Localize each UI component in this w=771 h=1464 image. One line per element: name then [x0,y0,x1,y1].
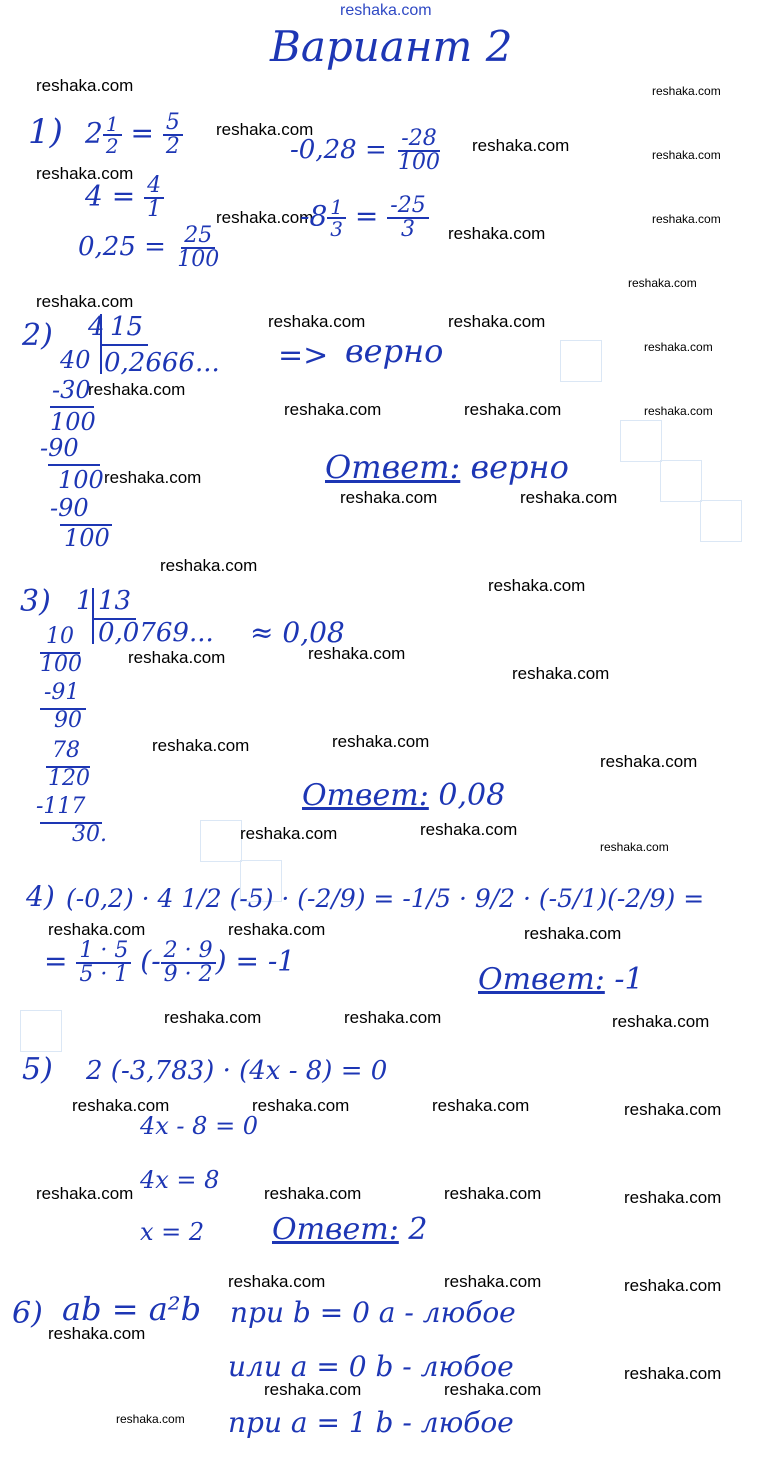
long-division-step: 78 [52,738,80,763]
division-bar [92,588,94,644]
watermark: reshaka.com [36,76,134,95]
watermark: reshaka.com [264,1380,362,1399]
task3-number: 3) [20,584,51,619]
task3-divisor: 13 [98,586,132,616]
task4-number: 4) [26,880,55,913]
task2-arrow: => [278,338,329,373]
task2-answer: Ответ: верно [325,448,569,486]
task2-quotient: 0,2666... [104,348,220,378]
faint-grid [20,1010,62,1052]
watermark: reshaka.com [164,1008,262,1027]
long-division-step: 100 [50,408,96,436]
watermark: reshaka.com [340,488,438,507]
watermark: reshaka.com [48,1324,146,1343]
watermark: reshaka.com [512,664,610,683]
long-division-step: 40 [60,346,91,374]
watermark: reshaka.com [444,1184,542,1203]
long-division-step: -90 [40,434,79,462]
watermark: reshaka.com [228,920,326,939]
watermark: reshaka.com [600,752,698,771]
watermark: reshaka.com [444,1272,542,1291]
task6-equation: ab = a²b [62,1290,202,1328]
watermark: reshaka.com [128,648,226,667]
watermark: reshaka.com [644,340,713,354]
watermark: reshaka.com [228,1272,326,1291]
task2-dividend: 4 [88,312,105,342]
task2-verdict: верно [345,332,444,370]
watermark: reshaka.com [240,824,338,843]
watermark: reshaka.com [624,1276,722,1295]
faint-grid [620,420,662,462]
watermark: reshaka.com [152,736,250,755]
task6-number: 6) [12,1296,43,1331]
watermark: reshaka.com [652,148,721,162]
watermark: reshaka.com [488,576,586,595]
watermark: reshaka.com [36,292,134,311]
long-division-step: 100 [64,524,110,552]
watermark: reshaka.com [160,556,258,575]
task3-quotient: 0,0769... [98,618,214,648]
watermark: reshaka.com [652,212,721,226]
faint-grid [660,460,702,502]
watermark: reshaka.com [524,924,622,943]
task4-line2: = $\frac{1 \cdot 5}{5 \cdot 1}$ (- $\frac{2 \cdot 9}{9 \cdot 2}$ ) = -1 [44,938,296,987]
watermark: reshaka.com [216,120,314,139]
watermark: reshaka.com [308,644,406,663]
watermark: reshaka.com [600,840,669,854]
watermark: reshaka.com [612,1012,710,1031]
watermark: reshaka.com [332,732,430,751]
task5-line2: 4x - 8 = 0 [140,1112,259,1140]
task2-number: 2) [22,318,53,353]
task5-answer: Ответ: 2 [272,1212,428,1247]
watermark: reshaka.com [520,488,618,507]
task4-answer: Ответ: -1 [478,962,644,997]
site-link[interactable]: reshaka.com [340,2,432,19]
watermark: reshaka.com [252,1096,350,1115]
watermark: reshaka.com [268,312,366,331]
long-division-step: 90 [54,708,82,733]
watermark: reshaka.com [444,1380,542,1399]
long-division-step: 30. [72,822,107,847]
watermark: reshaka.com [216,208,314,227]
task1-item: 0,25 = $\frac{25}{100}$ [78,223,220,272]
watermark: reshaka.com [448,224,546,243]
watermark: reshaka.com [420,820,518,839]
watermark: reshaka.com [464,400,562,419]
task6-case: при a = 1 b - любое [228,1406,514,1439]
task5-line4: x = 2 [140,1218,205,1246]
watermark: reshaka.com [624,1188,722,1207]
watermark: reshaka.com [104,468,202,487]
watermark: reshaka.com [344,1008,442,1027]
long-division-step: -90 [50,494,89,522]
long-division-step: 100 [40,652,82,677]
faint-grid [200,820,242,862]
task2-divisor: 15 [110,312,144,342]
watermark: reshaka.com [284,400,382,419]
watermark: reshaka.com [624,1364,722,1383]
watermark: reshaka.com [72,1096,170,1115]
watermark: reshaka.com [88,380,186,399]
watermark: reshaka.com [48,920,146,939]
watermark: reshaka.com [644,404,713,418]
watermark: reshaka.com [36,164,134,183]
task1-item: -8 $\frac{1}{3}$ = $\frac{-25}{3}$ [300,195,429,241]
long-division-step: 100 [58,466,104,494]
faint-grid [700,500,742,542]
task3-dividend: 1 [76,586,93,616]
task1-item: 4 = $\frac{4}{1}$ [85,175,164,221]
task4-line1: (-0,2) · 4 1/2 (-5) · (-2/9) = -1/5 · 9/2 · (-5/1)(-2/9) = [66,884,705,913]
watermark: reshaka.com [116,1412,185,1426]
watermark: reshaka.com [432,1096,530,1115]
faint-grid [560,340,602,382]
watermark: reshaka.com [36,1184,134,1203]
watermark: reshaka.com [448,312,546,331]
task1-item: 2 $\frac{1}{2}$ = $\frac{5}{2}$ [85,112,183,158]
watermark: reshaka.com [652,84,721,98]
long-division-step: 120 [48,766,90,791]
task1-number: 1) [28,112,63,152]
long-division-step: -117 [36,794,86,819]
task5-line1: 2 (-3,783) · (4x - 8) = 0 [86,1056,388,1086]
task3-approx: ≈ 0,08 [250,616,345,649]
task3-answer: Ответ: 0,08 [302,778,506,813]
long-division-step: -91 [44,680,80,705]
watermark: reshaka.com [264,1184,362,1203]
page-title: Вариант 2 [270,22,513,71]
watermark: reshaka.com [624,1100,722,1119]
task6-case: или a = 0 b - любое [228,1350,514,1383]
long-division-step: 10 [46,624,74,649]
watermark: reshaka.com [472,136,570,155]
task1-item: -0,28 = $\frac{-28}{100}$ [290,126,441,175]
watermark: reshaka.com [628,276,697,290]
task6-case: при b = 0 a - любое [230,1296,516,1329]
long-division-step: -30 [52,376,91,404]
task5-line3: 4x = 8 [140,1166,220,1194]
division-line [100,344,148,346]
task5-number: 5) [22,1052,53,1087]
